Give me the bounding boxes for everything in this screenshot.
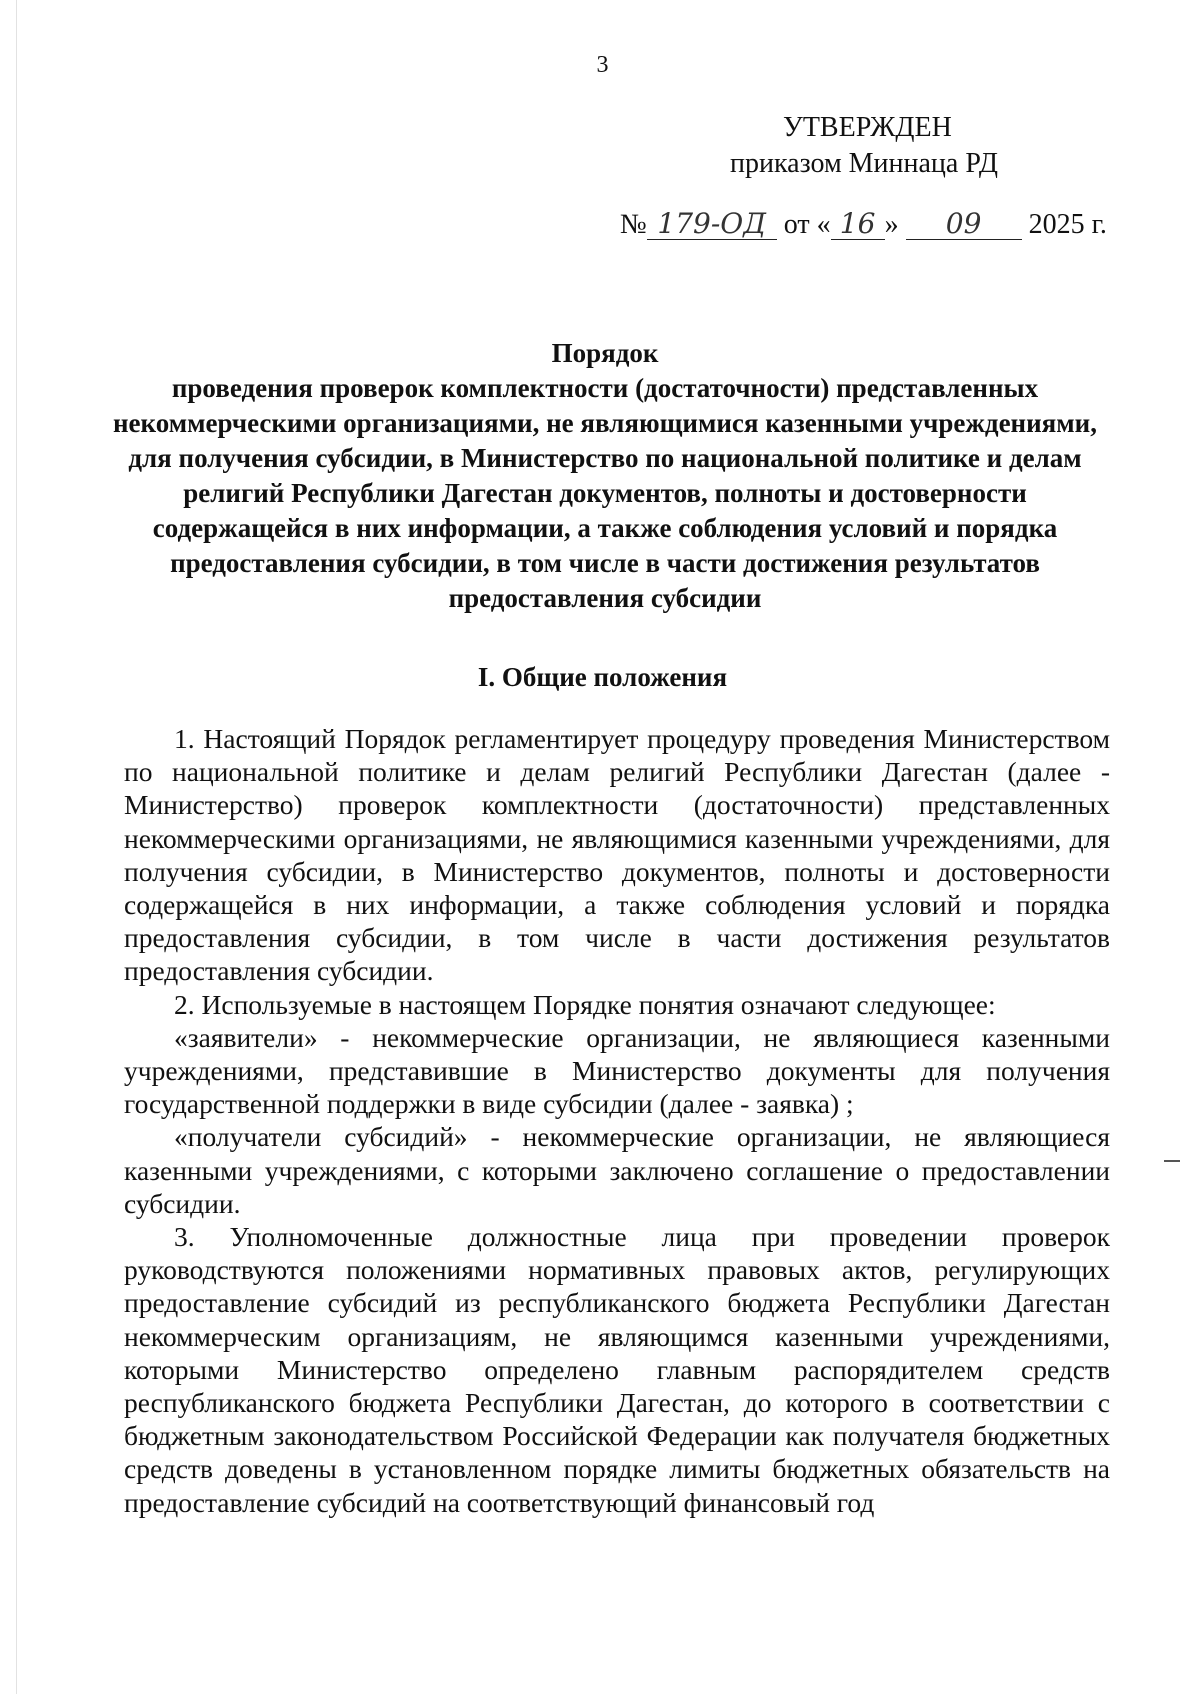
- title-subheading: проведения проверок комплектности (достаточности) представленных некоммерческими организациями, не являющимися казенными учреждениями, для получения субсидии, в Министерство по национальной политике и делам религий Республики Дагестан документов, полноты и достоверности содержащейся в них информации, а также соблюдения условий и порядка предоставления субсидии, в том числе в части достижения результатов предоставления субсидии: [113, 373, 1097, 613]
- paragraph-3: 3. Уполномоченные должностные лица при проведении проверок руководствуются положениями нормативных правовых актов, регулирующих предоставление субсидий из республиканского бюджета Республики Дагестан некоммерческим организациям, не являющимся казенными учреждениями, которыми Министерство определено главным распорядителем средств республиканского бюджета Республики Дагестан, до которого в соответствии с бюджетным законодательством Российской Федерации как получателя бюджетных средств доведены в установленном порядке лимиты бюджетных обязательств на предоставление субсидий на соответствующий финансовый год: [124, 1221, 1110, 1518]
- paragraph-1: 1. Настоящий Порядок регламентирует процедуру проведения Министерством по национальной политике и делам религий Республики Дагестан (далее - Министерство) проверок комплектности (достаточности) представленных некоммерческими организациями, не являющимися казенными учреждениями, для получения субсидии, в Министерство документов, полноты и достоверности содержащейся в них информации, а также соблюдения условий и порядка предоставления субсидии, в том числе в части достижения результатов предоставления субсидии.: [124, 723, 1110, 987]
- scan-edge-line: [16, 0, 17, 1694]
- paragraph-definition-applicants: «заявители» - некоммерческие организации, не являющиеся казенными учреждениями, представившие в Министерство документы для получения государственной поддержки в виде субсидии (далее - заявка) ;: [124, 1021, 1110, 1120]
- approval-stamp-block: [730, 110, 998, 182]
- paragraph-definition-recipients: «получатели субсидий» - некоммерческие организации, не являющиеся казенными учреждениями, с которыми заключено соглашение о предоставлении субсидии.: [124, 1121, 1110, 1219]
- margin-mark: [1164, 1160, 1180, 1162]
- order-date-prefix: от «: [783, 209, 831, 240]
- order-number-date-line: [620, 207, 1107, 243]
- document-title: [100, 336, 1110, 616]
- document-body: [124, 722, 1110, 1519]
- page-number: 3: [596, 52, 609, 78]
- paragraph-2: 2. Используемые в настоящем Порядке понятия означают следующее:: [174, 988, 996, 1020]
- order-day-handwritten: 16: [831, 209, 885, 240]
- order-number-prefix: №: [620, 209, 647, 240]
- approved-label: УТВЕРЖДЕН: [783, 112, 952, 143]
- section-heading: I. Общие положения: [477, 662, 728, 692]
- order-year: 2025 г.: [1028, 209, 1107, 240]
- title-heading: Порядок: [551, 338, 659, 368]
- order-month-handwritten: 09: [906, 209, 1022, 240]
- order-day-close: »: [884, 209, 899, 240]
- approved-by-order: приказом Миннаца РД: [730, 148, 998, 179]
- order-number-handwritten: 179-ОД: [647, 209, 777, 240]
